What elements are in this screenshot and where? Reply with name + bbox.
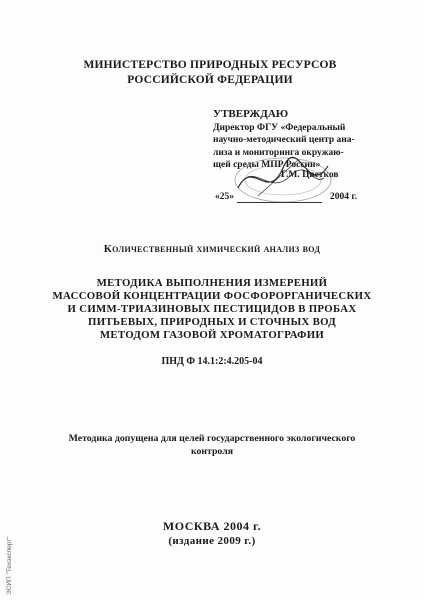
method-title-line-2: МАССОВОЙ КОНЦЕНТРАЦИИ ФОСФОРОРГАНИЧЕСКИХ (52, 290, 372, 302)
approval-heading: УТВЕРЖДАЮ (213, 108, 289, 120)
document-code: ПНД Ф 14.1:2:4.205-04 (161, 356, 263, 367)
method-title-line-4: ПИТЬЕВЫХ, ПРИРОДНЫХ И СТОЧНЫХ ВОД (88, 316, 336, 328)
ministry-line-1: МИНИСТЕРСТВО ПРИРОДНЫХ РЕСУРСОВ (83, 59, 337, 71)
method-title-line-5: МЕТОДОМ ГАЗОВОЙ ХРОМАТОГРАФИИ (99, 329, 325, 341)
method-title (40, 277, 384, 342)
purpose-line-1: Методика допущена для целей государственного экологического (68, 433, 356, 444)
signer-name: Г.М. Цветков (281, 170, 339, 180)
date-underline (237, 202, 322, 203)
watermark-text: ЭСИП "Техэксперт" (6, 536, 13, 595)
purpose-line-2: контроля (190, 446, 233, 457)
approval-line-3: лиза и мониторинга окружаю- (213, 147, 344, 158)
purpose-note (40, 432, 384, 458)
approval-line-4: щей среды МПР России» (213, 160, 321, 170)
method-title-line-1: МЕТОДИКА ВЫПОЛНЕНИЯ ИЗМЕРЕНИЙ (96, 277, 328, 289)
approval-block (213, 108, 393, 172)
edition-note: (издание 2009 г.) (168, 535, 256, 547)
date-year: 2004 г. (330, 192, 357, 202)
approval-line-2: научно-методический центр ана- (213, 135, 355, 145)
approval-line-1: Директор ФГУ «Федеральный (213, 122, 346, 133)
ministry-header (60, 58, 360, 88)
section-title: Количественный химический анализ вод (103, 243, 321, 255)
city-year: МОСКВА 2004 г. (162, 519, 262, 533)
ministry-line-2: РОССИЙСКОЙ ФЕДЕРАЦИИ (127, 74, 293, 86)
method-title-line-3: И СИММ-ТРИАЗИНОВЫХ ПЕСТИЦИДОВ В ПРОБАХ (67, 303, 357, 315)
date-day: «25» (215, 192, 234, 202)
